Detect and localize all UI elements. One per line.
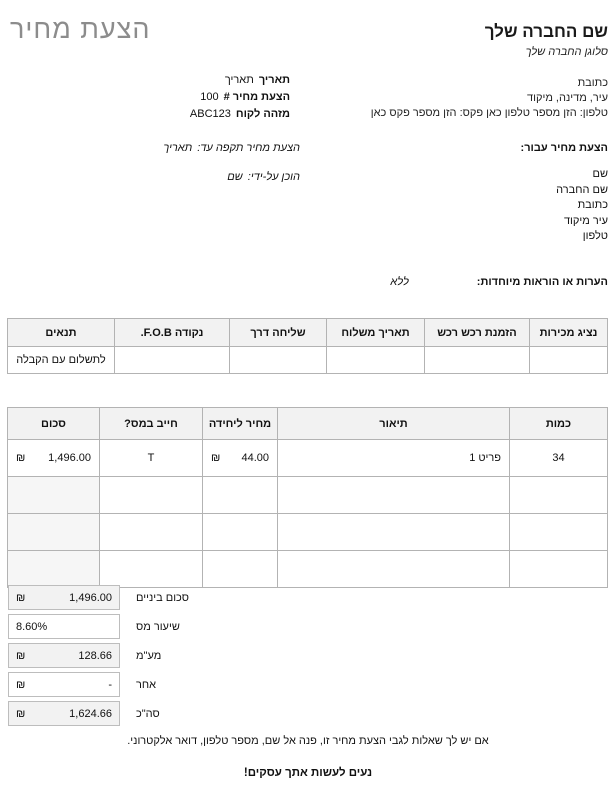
shekel-symbol: ₪: [16, 452, 26, 464]
shekel-symbol: ₪: [16, 678, 26, 691]
tax-rate-box: [8, 614, 120, 639]
meta-date-row: [10, 72, 290, 89]
tax-rate-row: [8, 614, 348, 639]
header-ship-date: תאריך משלוח: [327, 319, 425, 347]
empty-line-item-row: [8, 477, 608, 514]
comments-value: ללא: [390, 276, 409, 288]
cell-terms: לתשלום עם הקבלה: [8, 347, 115, 374]
quote-meta: [10, 72, 290, 123]
vat-value: 128.66: [78, 649, 112, 662]
other-value: -: [108, 678, 112, 691]
other-row: [8, 672, 348, 697]
header-taxable: חייב במס?: [100, 408, 203, 440]
subtotal-label: סכום ביניים: [136, 591, 189, 604]
company-slogan: סלוגן החברה שלך: [525, 46, 608, 58]
recipient-company: שם החברה: [556, 183, 608, 196]
meta-customer-id-value: ABC123: [189, 108, 231, 120]
header-fob-point: נקודה F.O.B.: [115, 319, 230, 347]
subtotal-row: [8, 585, 348, 610]
company-name: שם החברה שלך: [484, 22, 608, 41]
empty-line-item-row: [8, 514, 608, 551]
grand-total-row: [8, 701, 348, 726]
vat-box: [8, 643, 120, 668]
page-title: הצעת מחיר: [10, 14, 151, 44]
company-city-line: עיר, מדינה, מיקוד: [527, 92, 608, 104]
prepared-by-value: שם: [227, 171, 243, 183]
tax-rate-label: שיעור מס: [136, 620, 180, 633]
line-items-header-row: [8, 408, 608, 440]
meta-quote-number-value: 100: [200, 91, 219, 103]
header-ship-via: שליחה דרך: [230, 319, 327, 347]
prepared-by-label: הוכן על-ידי:: [247, 171, 300, 183]
meta-customer-id-label: מזהה לקוח: [235, 108, 290, 120]
company-address-block: [371, 76, 608, 121]
grand-total-value: 1,624.66: [69, 707, 112, 720]
shipping-info-header-row: [8, 319, 608, 347]
other-label: אחר: [136, 678, 157, 691]
cell-fob-point: [115, 347, 230, 374]
header-amount: סכום: [8, 408, 100, 440]
item-quantity: 34: [510, 440, 608, 477]
header-quantity: כמות: [510, 408, 608, 440]
item-unit-price: 44.00: [241, 452, 269, 464]
prepared-by-row: [10, 171, 300, 183]
cell-ship-date: [327, 347, 425, 374]
subtotal-value: 1,496.00: [69, 591, 112, 604]
item-unit-price-cell: [203, 440, 278, 477]
vat-label: מע"מ: [136, 649, 162, 662]
valid-until-label: הצעת מחיר תקפה עד:: [197, 142, 300, 154]
meta-date-label: תאריך: [258, 74, 290, 86]
line-item-row: [8, 440, 608, 477]
cell-purchase-order: [425, 347, 530, 374]
meta-date-value: תאריך: [224, 74, 254, 86]
other-box: [8, 672, 120, 697]
header-terms: תנאים: [8, 319, 115, 347]
comments-row: [10, 276, 608, 288]
cell-sales-rep: [530, 347, 608, 374]
meta-quote-number-row: [10, 89, 290, 106]
item-description: פריט 1: [278, 440, 510, 477]
validity-block: [10, 142, 300, 183]
grand-total-box: [8, 701, 120, 726]
shekel-symbol: ₪: [16, 649, 26, 662]
header-description: תיאור: [278, 408, 510, 440]
meta-customer-id-row: [10, 106, 290, 123]
recipient-phone: טלפון: [582, 230, 608, 242]
line-items-table: [7, 407, 608, 588]
totals-block: [8, 585, 348, 730]
valid-until-value: תאריך: [163, 142, 193, 154]
recipient-city-zip: עיר מיקוד: [563, 214, 608, 227]
header-sales-rep: נציג מכירות: [530, 319, 608, 347]
meta-quote-number-label: הצעת מחיר #: [223, 91, 290, 103]
header-purchase-order: הזמנת רכש רכש: [425, 319, 530, 347]
company-phone-line: טלפון: הזן מספר טלפון כאן פקס: הזן מספר פקס כאן: [370, 107, 608, 119]
valid-until-row: [10, 142, 300, 154]
footer-closing-line: נעים לעשות אתך עסקים!: [243, 767, 373, 779]
item-amount-cell: [8, 440, 100, 477]
comments-label: הערות או הוראות מיוחדות:: [476, 276, 608, 288]
subtotal-box: [8, 585, 120, 610]
recipient-block: [521, 142, 608, 245]
item-taxable: T: [100, 440, 203, 477]
item-amount: 1,496.00: [48, 452, 91, 464]
grand-total-label: סה"כ: [136, 707, 160, 720]
shipping-info-data-row: [8, 347, 608, 374]
recipient-name: שם: [592, 168, 608, 180]
vat-row: [8, 643, 348, 668]
cell-ship-via: [230, 347, 327, 374]
company-address-line: כתובת: [577, 77, 608, 89]
tax-rate-value: 8.60%: [16, 620, 48, 633]
header-unit-price: מחיר ליחידה: [203, 408, 278, 440]
shekel-symbol: ₪: [16, 591, 26, 604]
shekel-symbol: ₪: [211, 452, 221, 464]
empty-line-item-row: [8, 551, 608, 588]
recipient-heading: הצעת מחיר עבור:: [520, 142, 608, 154]
shipping-info-table: [7, 318, 608, 374]
company-block: [371, 22, 608, 121]
shekel-symbol: ₪: [16, 707, 26, 720]
recipient-address: כתובת: [577, 199, 608, 211]
footer-contact-line: אם יש לך שאלות לגבי הצעת מחיר זו, פנה אל שם, מספר טלפון, דואר אלקטרוני.: [127, 735, 489, 747]
